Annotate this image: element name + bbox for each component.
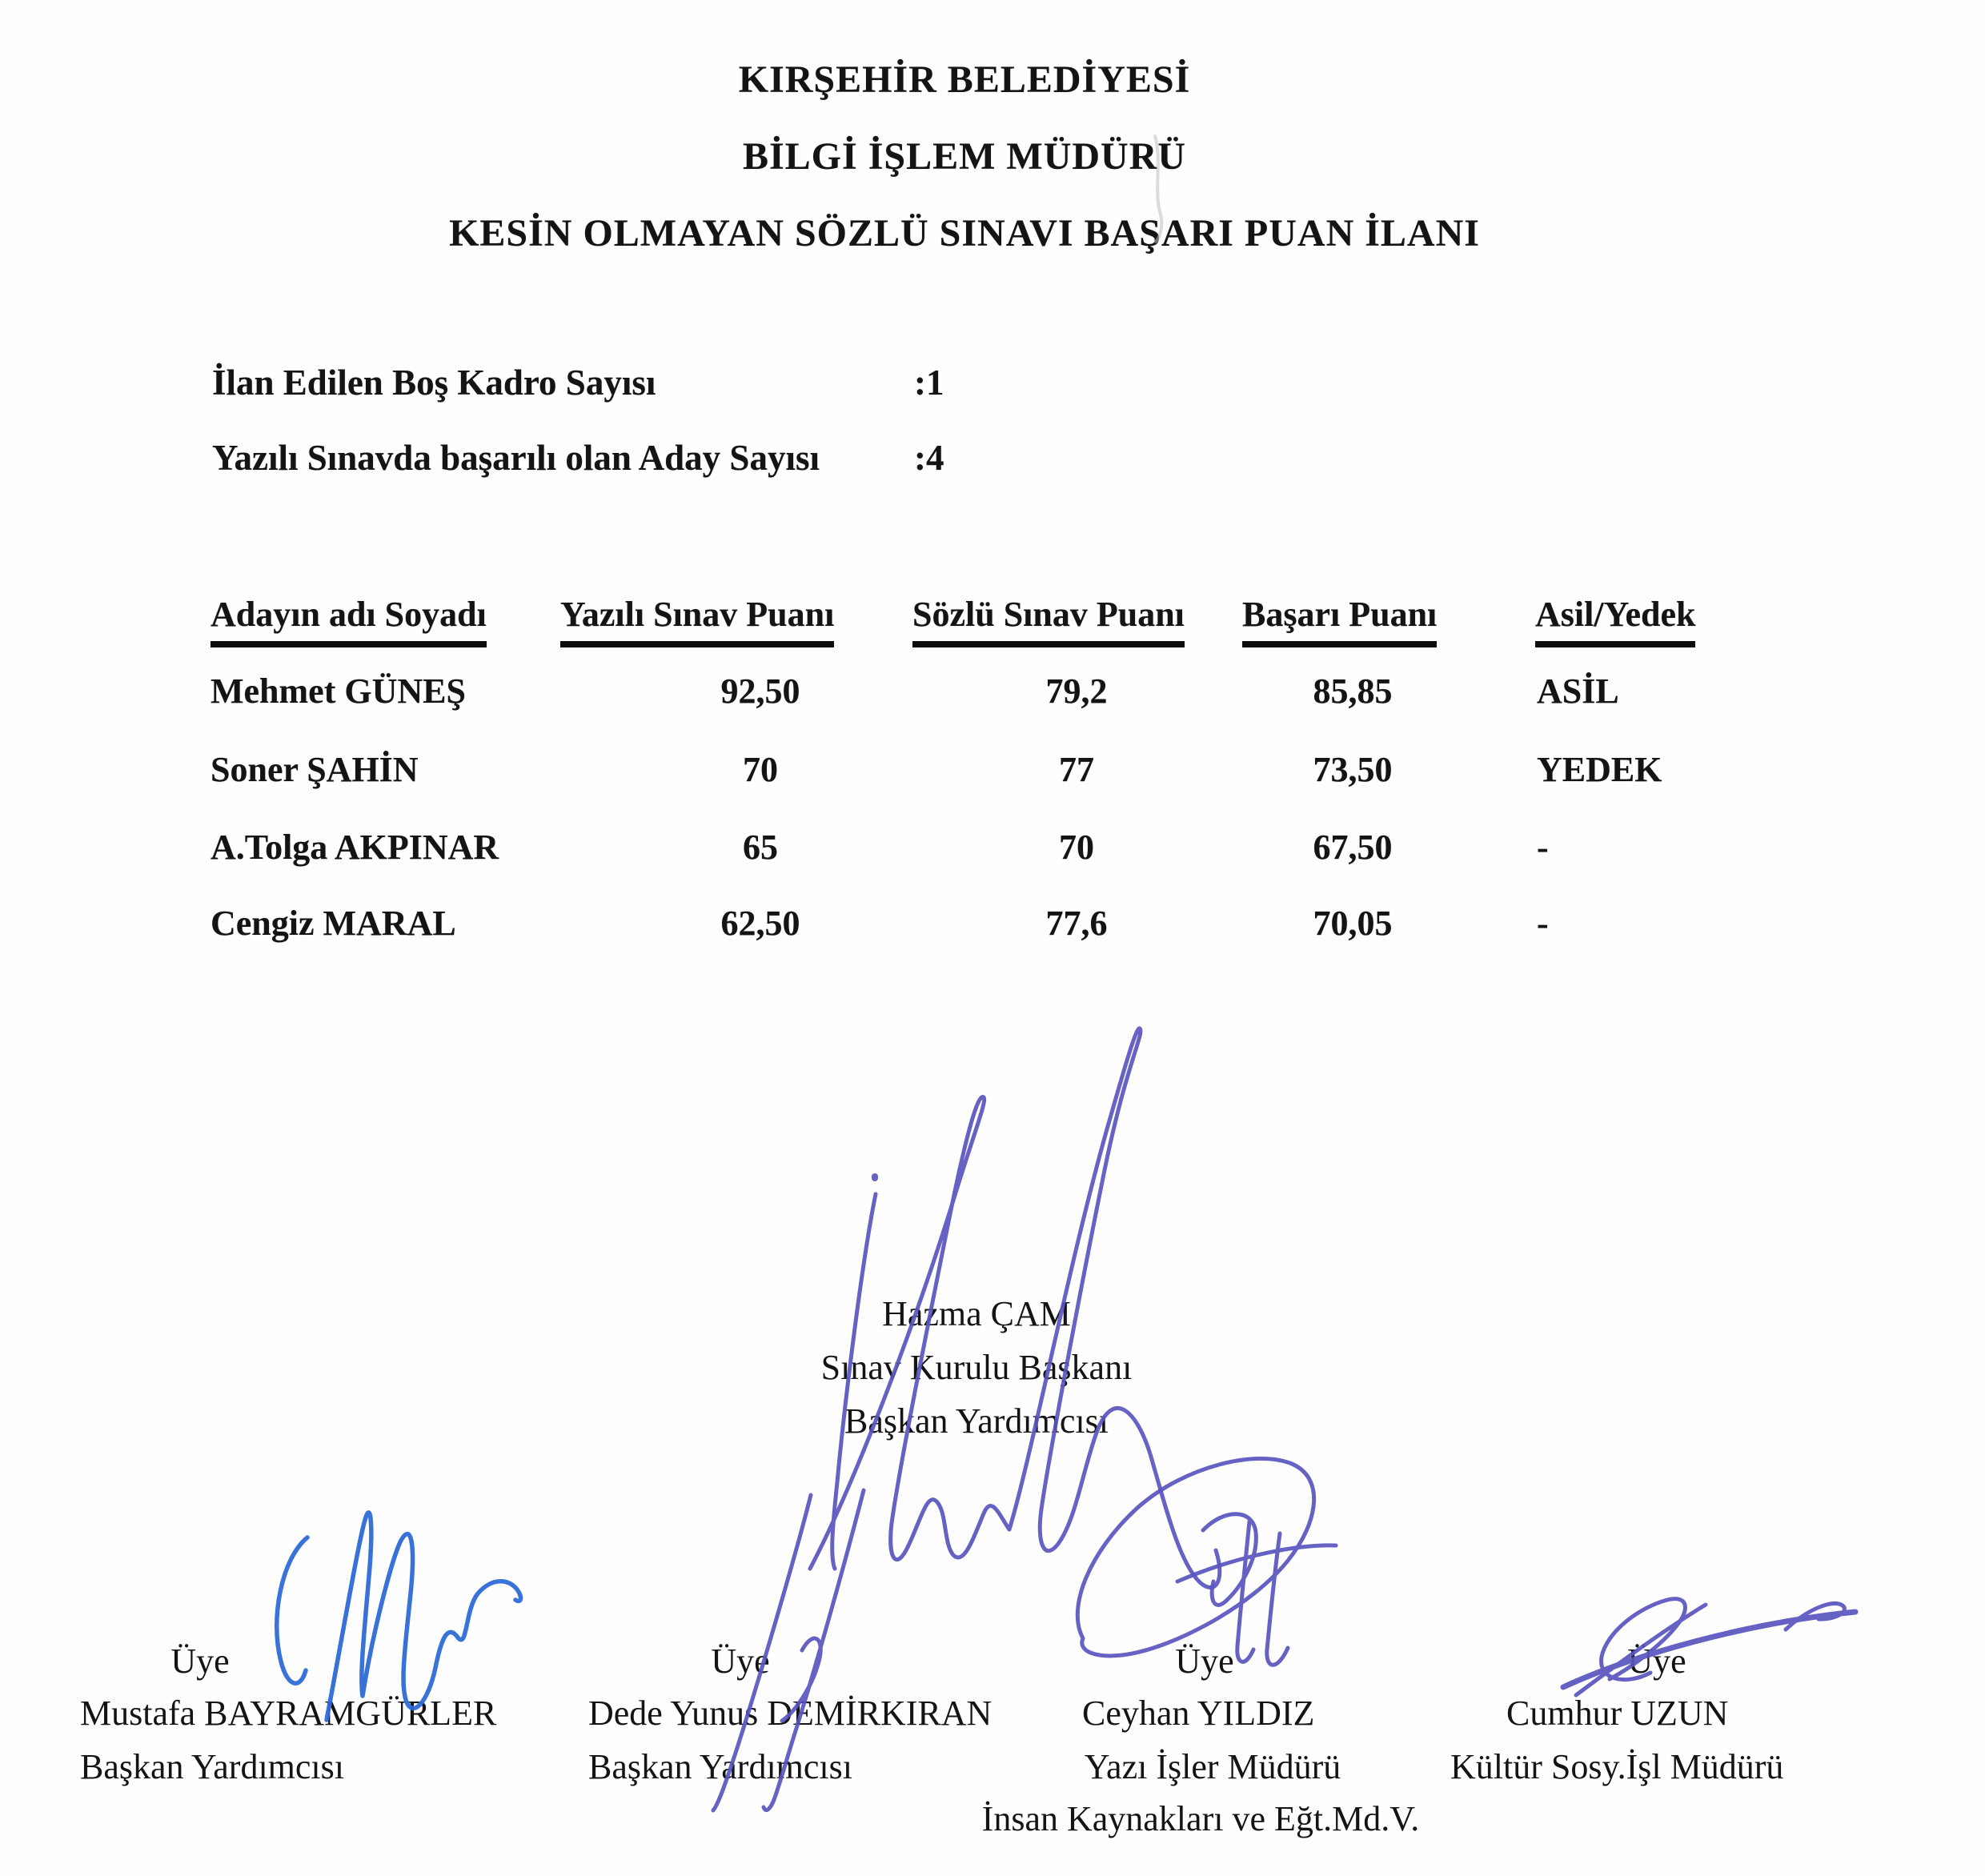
cell-final-score: 70,05 bbox=[1313, 904, 1393, 943]
cell-status: ASİL bbox=[1537, 671, 1619, 711]
cell-final-score: 73,50 bbox=[1313, 750, 1393, 789]
info-value-vacancies: :1 bbox=[914, 363, 944, 403]
signature-mustafa-bayramgurler bbox=[277, 1513, 521, 1720]
table-row bbox=[0, 671, 1985, 719]
chairman-name: Hazma ÇAM bbox=[882, 1294, 1071, 1333]
cell-final-score: 85,85 bbox=[1313, 671, 1393, 711]
cell-written-score: 92,50 bbox=[720, 671, 800, 711]
chairman-role2: Başkan Yardımcısı bbox=[844, 1401, 1109, 1441]
member-title: Yazı İşler Müdürü bbox=[1084, 1747, 1341, 1786]
cell-written-score: 70 bbox=[743, 750, 778, 789]
page-title-line-1: KIRŞEHİR BELEDİYESİ bbox=[738, 58, 1191, 101]
info-label-candidates: Yazılı Sınavda başarılı olan Aday Sayısı bbox=[212, 438, 820, 478]
table-header-name: Adayın adı Soyadı bbox=[211, 594, 487, 647]
cell-candidate-name: Mehmet GÜNEŞ bbox=[211, 671, 466, 711]
chairman-block bbox=[704, 1287, 1249, 1448]
table-row bbox=[0, 749, 1985, 797]
table-row bbox=[0, 903, 1985, 951]
info-value-candidates: :4 bbox=[914, 438, 944, 478]
cell-final-score: 67,50 bbox=[1313, 828, 1393, 867]
member-role: Üye bbox=[1175, 1642, 1234, 1681]
table-header-status: Asil/Yedek bbox=[1535, 594, 1695, 647]
table-row bbox=[0, 827, 1985, 875]
cell-status: - bbox=[1537, 904, 1549, 943]
member-role: Üye bbox=[170, 1642, 230, 1681]
cell-candidate-name: A.Tolga AKPINAR bbox=[211, 828, 499, 867]
cell-oral-score: 77 bbox=[1059, 750, 1094, 789]
cell-written-score: 65 bbox=[743, 828, 778, 867]
page-title-line-2: BİLGİ İŞLEM MÜDÜRÜ bbox=[742, 135, 1187, 178]
member-title: Başkan Yardımcısı bbox=[80, 1747, 344, 1786]
table-header-oral: Sözlü Sınav Puanı bbox=[912, 594, 1185, 647]
cell-written-score: 62,50 bbox=[720, 904, 800, 943]
cell-status: YEDEK bbox=[1537, 750, 1662, 789]
member-title: Başkan Yardımcısı bbox=[588, 1747, 852, 1786]
member-title: Kültür Sosy.İşl Müdürü bbox=[1450, 1747, 1784, 1786]
cell-status: - bbox=[1537, 828, 1549, 867]
member-name: Ceyhan YILDIZ bbox=[1082, 1694, 1315, 1733]
page-title-line-3: KESİN OLMAYAN SÖZLÜ SINAVI BAŞARI PUAN İLANI bbox=[449, 212, 1480, 255]
cell-oral-score: 77,6 bbox=[1045, 904, 1108, 943]
member-name: Dede Yunus DEMİRKIRAN bbox=[588, 1694, 992, 1733]
member-name: Mustafa BAYRAMGÜRLER bbox=[80, 1694, 497, 1733]
table-header-written: Yazılı Sınav Puanı bbox=[560, 594, 834, 647]
cell-oral-score: 70 bbox=[1059, 828, 1094, 867]
member-role: Üye bbox=[711, 1642, 770, 1681]
member-name: Cumhur UZUN bbox=[1506, 1694, 1729, 1733]
cell-candidate-name: Cengiz MARAL bbox=[211, 904, 456, 943]
table-header-final: Başarı Puanı bbox=[1242, 594, 1437, 647]
signature-ceyhan-yildiz bbox=[1077, 1459, 1336, 1666]
member-title: İnsan Kaynakları ve Eğt.Md.V. bbox=[981, 1799, 1420, 1838]
chairman-role1: Sınav Kurulu Başkanı bbox=[820, 1348, 1133, 1387]
member-role: Üye bbox=[1627, 1642, 1686, 1681]
info-label-vacancies: İlan Edilen Boş Kadro Sayısı bbox=[212, 363, 656, 403]
cell-candidate-name: Soner ŞAHİN bbox=[211, 750, 419, 789]
cell-oral-score: 79,2 bbox=[1045, 671, 1108, 711]
